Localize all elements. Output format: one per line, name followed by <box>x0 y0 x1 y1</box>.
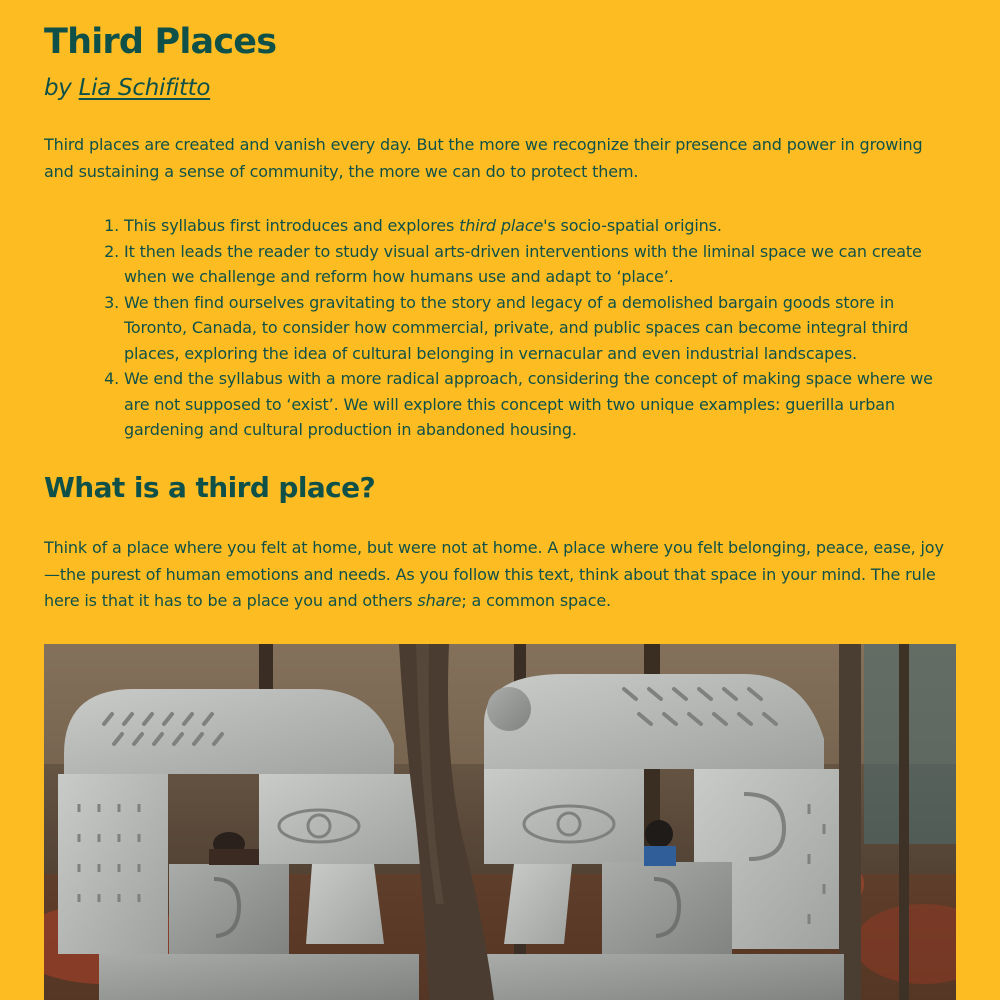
byline <box>44 72 210 104</box>
section-heading: What is a third place? <box>44 471 376 504</box>
paragraph-text-before: Think of a place where you felt at home, but were not at home. A place where you felt belonging, peace, ease, joy—the purest of human emotions and needs. As you follow this text, think about that space in your mind. The rule here is that it has to be a place you and others <box>44 538 944 610</box>
list-item-text-before: This syllabus first introduces and explores <box>124 216 460 235</box>
list-item-emphasis: third place <box>459 216 544 235</box>
byline-prefix: by <box>44 75 72 101</box>
list-item: 3. We then find ourselves gravitating to the story and legacy of a demolished bargain goods store in Toronto, Canada, to consider how commercial, private, and public spaces can become integral third places, exploring the idea of cultural belonging in vernacular and even industrial landscapes. <box>124 290 956 367</box>
syllabus-outline-list <box>124 213 956 443</box>
list-item: 4. We end the syllabus with a more radical approach, considering the concept of making space where we are not supposed to ‘exist’. We will explore this concept with two unique examples: guerilla urban gardening and cultural production in abandoned housing. <box>124 366 956 443</box>
list-item: 2. It then leads the reader to study visual arts-driven interventions with the liminal space we can create when we challenge and reform how humans use and adapt to ‘place’. <box>124 239 956 290</box>
page-title: Third Places <box>44 22 277 62</box>
list-item-text-after: 's socio-spatial origins. <box>543 216 722 235</box>
intro-paragraph: Third places are created and vanish every day. But the more we recognize their presence and power in growing and sustaining a sense of community, the more we can do to protect them. <box>44 135 923 181</box>
author-link[interactable]: Lia Schifitto <box>78 75 211 101</box>
list-item <box>124 213 956 239</box>
paragraph-emphasis: share <box>417 591 462 610</box>
paragraph-text-after: ; a common space. <box>461 591 611 610</box>
sculpture-photo <box>44 644 956 1000</box>
section-paragraph <box>44 535 956 615</box>
sculpture-photo-illustration <box>44 644 956 1000</box>
